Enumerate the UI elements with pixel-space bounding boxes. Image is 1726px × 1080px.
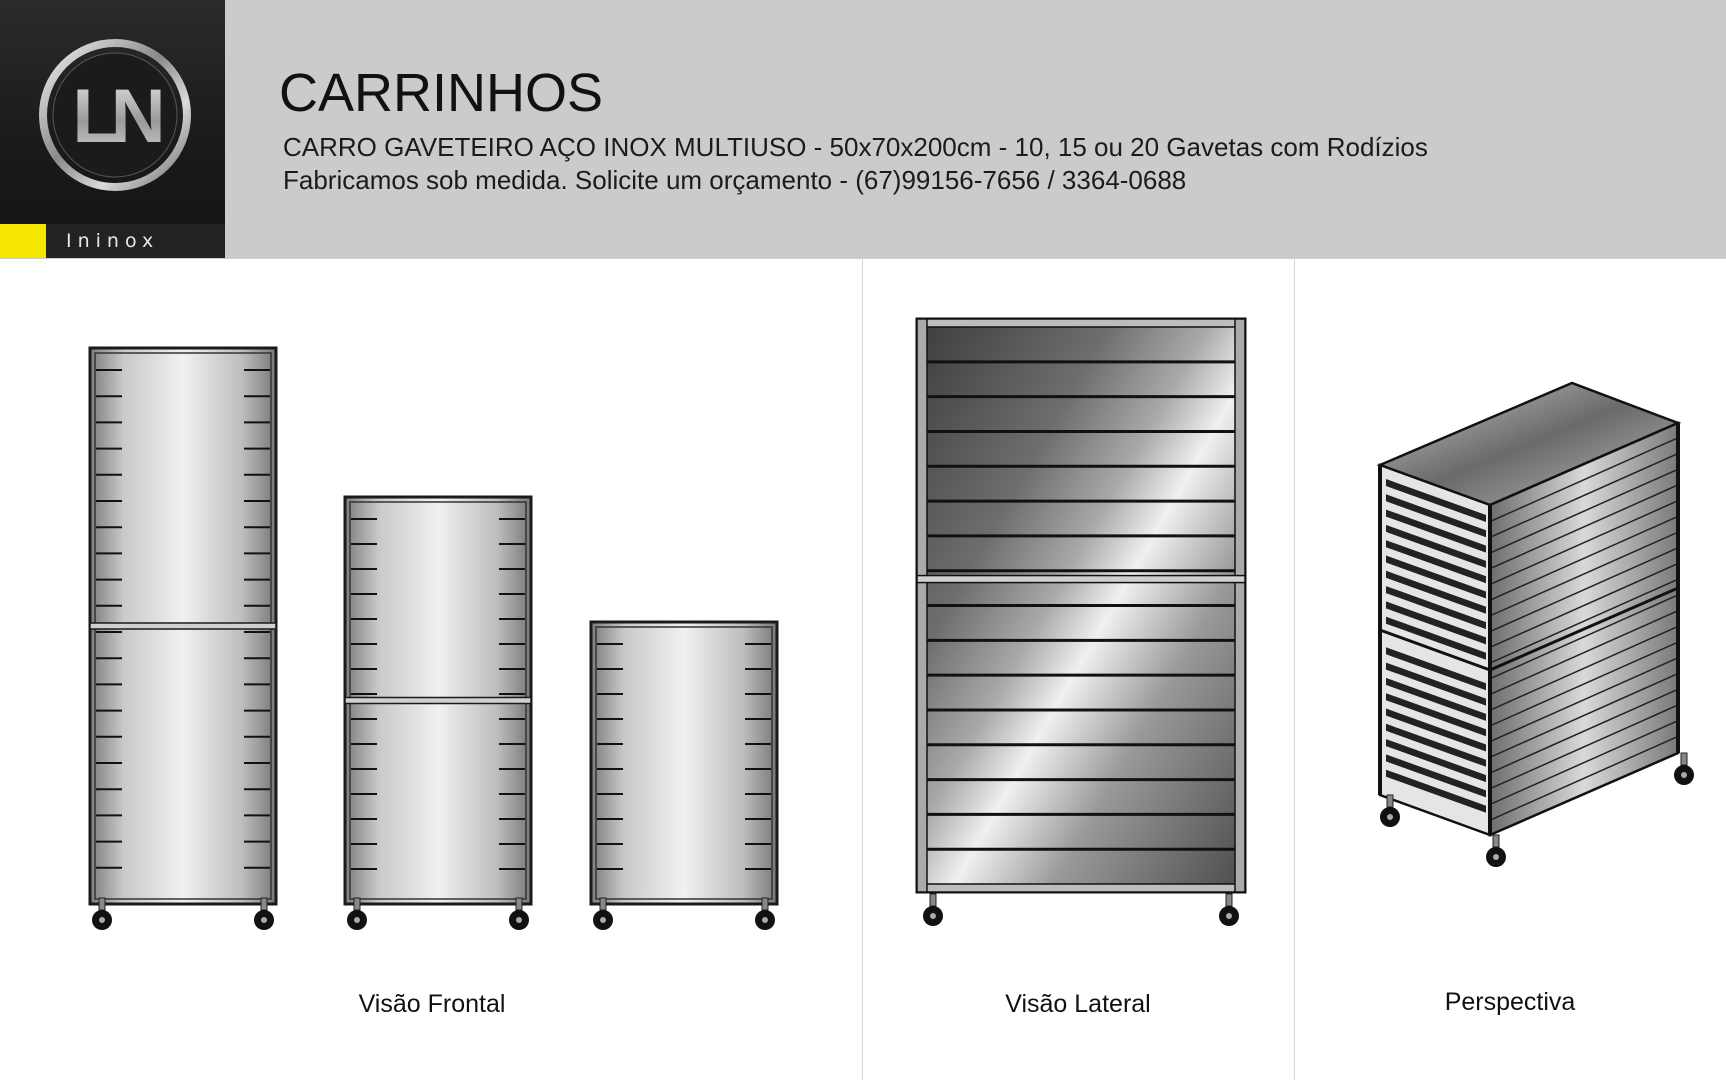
cart-15-drawers-wheel-left-stem	[354, 898, 360, 910]
cart-10-drawers-wheel-right-hub	[762, 917, 768, 923]
side-cart-bottom-rail	[917, 884, 1245, 892]
side-cart-post-right	[1235, 319, 1245, 892]
cart-15-drawers-wheel-left-hub	[354, 917, 360, 923]
cart-10-drawers-wheel-right-stem	[762, 898, 768, 910]
product-description: CARRO GAVETEIRO AÇO INOX MULTIUSO - 50x70x200cm - 10, 15 ou 20 Gavetas com Rodízios	[283, 132, 1428, 162]
caption-perspective: Perspectiva	[1444, 988, 1576, 1016]
side-cart-top-rail	[917, 319, 1245, 327]
caption-side-view: Visão Lateral	[1005, 990, 1151, 1018]
cart-20-drawers-wheel-left-hub	[99, 917, 105, 923]
side-cart-wheel-right-hub	[1226, 913, 1232, 919]
page-title: CARRINHOS	[279, 63, 604, 123]
side-cart-mid-rail	[917, 576, 1245, 583]
perspective-wheel-1-hub	[1387, 814, 1393, 820]
perspective-wheel-2-hub	[1493, 854, 1499, 860]
cart-15-drawers-wheel-right-hub	[516, 917, 522, 923]
cart-10-drawers-wheel-left-hub	[600, 917, 606, 923]
perspective-view-group	[1380, 383, 1694, 867]
cart-20-drawers-wheel-right-stem	[261, 898, 267, 910]
caption-front-view: Visão Frontal	[358, 990, 506, 1018]
cart-20-drawers-section-divider	[90, 623, 276, 629]
side-view-group	[917, 319, 1245, 926]
side-cart-wheel-left-stem	[930, 894, 936, 906]
logo-text: LN	[72, 74, 158, 159]
cart-20-drawers	[90, 348, 276, 930]
side-cart-wheel-left-hub	[930, 913, 936, 919]
perspective-wheel-3-stem	[1681, 753, 1687, 765]
front-view-group	[90, 348, 777, 930]
contact-line: Fabricamos sob medida. Solicite um orçamento - (67)99156-7656 / 3364-0688	[283, 165, 1187, 195]
cart-10-drawers-body	[591, 622, 777, 904]
brand-name: Ininox	[66, 230, 160, 252]
perspective-cart	[1380, 383, 1694, 867]
cart-20-drawers-wheel-right-hub	[261, 917, 267, 923]
side-cart-wheel-right-stem	[1226, 894, 1232, 906]
perspective-wheel-1-stem	[1387, 795, 1393, 807]
cart-10-drawers	[591, 622, 777, 930]
cart-15-drawers-wheel-right-stem	[516, 898, 522, 910]
side-view-cart	[917, 319, 1245, 926]
perspective-wheel-3-hub	[1681, 772, 1687, 778]
cart-20-drawers-wheel-left-stem	[99, 898, 105, 910]
cart-15-drawers-section-divider	[345, 698, 531, 704]
cart-15-drawers	[345, 497, 531, 930]
perspective-wheel-2-stem	[1493, 835, 1499, 847]
cart-10-drawers-wheel-left-stem	[600, 898, 606, 910]
side-cart-post-left	[917, 319, 927, 892]
